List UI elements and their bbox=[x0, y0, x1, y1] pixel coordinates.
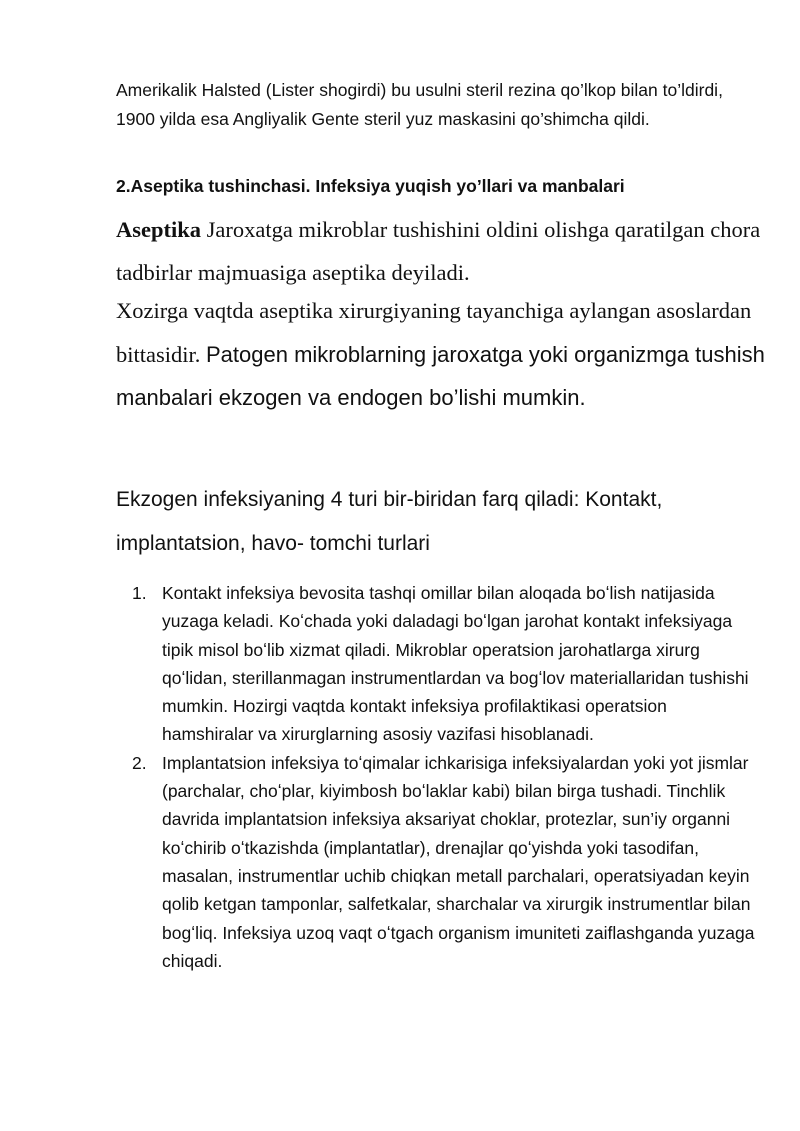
list-item-number: 2. bbox=[132, 752, 147, 773]
xozirga-text: Xozirga vaqtda aseptika xirurgiyaning tayanchiga aylangan asoslardan bittasidir. bbox=[116, 298, 752, 367]
aseptika-term: Aseptika bbox=[116, 217, 202, 242]
intro-paragraph: Amerikalik Halsted (Lister shogirdi) bu usulni steril rezina qo’lkop bilan to’ldirdi, 1900 yilda esa Angliyalik Gente steril yuz maskasini qo’shimcha qildi. bbox=[116, 80, 723, 129]
patogen-text: Patogen mikroblarning jaroxatga yoki organizmga tushish manbalari ekzogen va endogen bo’lishi mumkin. bbox=[116, 341, 765, 410]
aseptika-definition-text: Jaroxatga mikroblar tushishini oldini olishga qaratilgan chora tadbirlar majmuasiga aseptika deyiladi. bbox=[116, 217, 761, 285]
list-item-number: 1. bbox=[132, 583, 147, 603]
list-item-text: Kontakt infeksiya bevosita tashqi omillar bilan aloqada boʻlish natijasida yuzaga keladi. Koʻchada yoki daladagi boʻlgan jarohat kontakt infeksiyaga tipik misol boʻlib xizmat qiladi. Mikroblar operatsion jarohatlarga xirurg qoʻlidan, sterillanmagan instrumentlardan va bogʻlov materiallaridan tushishi mumkin. Hozirgi vaqtda kontakt infeksiya profilaktikasi operatsion hamshiralar va xirurglarning asosiy vazifasi hisoblanadi. bbox=[162, 583, 749, 745]
list-item-text: Implantatsion infeksiya toʻqimalar ichkarisiga infeksiyalardan yoki yot jismlar (parchalar, choʻplar, kiyimbosh boʻlaklar kabi) bilan birga tushadi. Tinchlik davrida implantatsion infeksiya aksariyat choklar, protezlar, sun’iy organni koʻchirib oʻtkazishda (implantatlar), drenajlar qoʻyishda yoki tasodifan, masalan, instrumentlar uchib chiqkan metall parchalari, operatsiyadan keyin qolib ketgan tamponlar, salfetkalar, sharchalar va xirurgik instrumentlar bilan bogʻliq. Infeksiya uzoq vaqt oʻtgach organism imuniteti zaiflashganda yuzaga chiqadi. bbox=[162, 752, 755, 971]
ekzogen-paragraph: Ekzogen infeksiyaning 4 turi bir-biridan farq qiladi: Kontakt, implantatsion, havo- tomchi turlari bbox=[116, 488, 663, 555]
sources-paragraph bbox=[116, 289, 766, 420]
section-heading: 2.Aseptika tushinchasi. Infeksiya yuqish yo’llari va manbalari bbox=[116, 176, 625, 196]
list-item bbox=[132, 749, 762, 975]
infection-types-list bbox=[132, 579, 762, 975]
aseptika-definition bbox=[116, 208, 766, 294]
list-item bbox=[132, 579, 762, 749]
